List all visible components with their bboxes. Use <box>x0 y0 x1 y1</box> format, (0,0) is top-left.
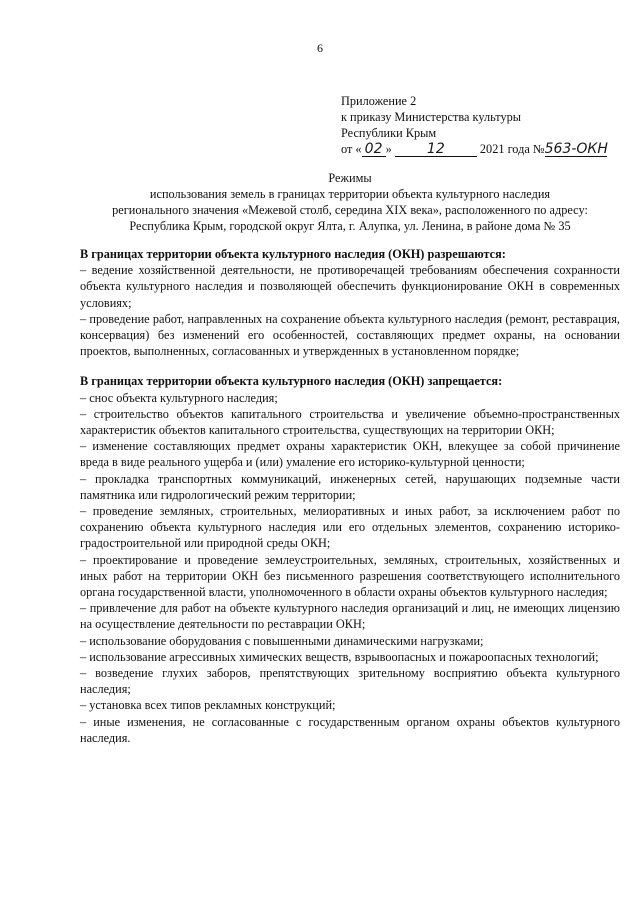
title-line-2: регионального значения «Межевой столб, середина XIX века», расположенного по адресу: <box>112 203 588 217</box>
document-title <box>80 170 620 234</box>
appendix-header <box>341 93 631 157</box>
forbidden-item: – возведение глухих заборов, препятствующих зрительному восприятию объекта культурного наследия; <box>80 666 620 697</box>
forbidden-item: – прокладка транспортных коммуникаций, инженерных сетей, нарушающих подземные части памятника или гидрологический режим территории; <box>80 471 620 502</box>
forbidden-item: – использование агрессивных химических веществ, взрывоопасных и пожароопасных технологий; <box>80 649 599 664</box>
appendix-order-ref: к приказу Министерства культуры <box>341 110 522 124</box>
date-day: 02 <box>362 142 386 157</box>
document-body <box>80 246 620 746</box>
forbidden-item: – снос объекта культурного наследия; <box>80 390 278 405</box>
title-heading: Режимы <box>328 171 372 185</box>
date-month: 12 <box>395 142 477 157</box>
appendix-title: Приложение 2 <box>341 94 417 108</box>
date-prefix: от « <box>341 142 362 156</box>
allowed-heading: В границах территории объекта культурного наследия (ОКН) разрешаются: <box>80 247 506 261</box>
forbidden-section <box>80 373 620 746</box>
allowed-item: – ведение хозяйственной деятельности, не противоречащей требованиям обеспечения сохранности объекта культурного наследия и позволяющей обеспечить функционирование ОКН в современных условиях; <box>80 263 620 310</box>
page-number: 6 <box>317 41 323 55</box>
date-mid: » <box>385 142 392 156</box>
title-line-3: Республика Крым, городской округ Ялта, г. Алупка, ул. Ленина, в районе дома № 35 <box>129 219 571 233</box>
forbidden-item: – проведение земляных, строительных, мелиоративных и иных работ, за исключением работ по сохранению объекта культурного наследия или его отдельных элементов, сохранению историко-градостроительной или природной среды ОКН; <box>80 504 620 551</box>
allowed-item: – проведение работ, направленных на сохранение объекта культурного наследия (ремонт, реставрация, консервация) без изменений его особенностей, составляющих предмет охраны, на основании проектов, выполненных, согласованных и утвержденных в установленном порядке; <box>80 311 620 359</box>
allowed-section <box>80 246 620 359</box>
forbidden-item: – использование оборудования с повышенными динамическими нагрузками; <box>80 633 484 648</box>
forbidden-item: – установка всех типов рекламных конструкций; <box>80 698 336 713</box>
date-year: 2021 года № <box>479 142 545 156</box>
order-number: 563-ОКН <box>544 141 608 157</box>
title-line-1: использования земель в границах территории объекта культурного наследия <box>149 187 551 201</box>
forbidden-item: – привлечение для работ на объекте культурного наследия организаций и лиц, не имеющих лицензию на осуществление деятельности по реставрации ОКН; <box>80 601 620 632</box>
appendix-date-line <box>341 141 631 157</box>
forbidden-heading: В границах территории объекта культурного наследия (ОКН) запрещается: <box>80 374 503 389</box>
appendix-region: Республики Крым <box>341 126 437 140</box>
forbidden-item: – иные изменения, не согласованные с государственным органом охраны объектов культурного наследия. <box>80 714 620 745</box>
forbidden-item: – изменение составляющих предмет охраны характеристик ОКН, влекущее за собой причинение вреда в виде реального ущерба и (или) умаление его историко-культурной ценности; <box>80 439 620 470</box>
forbidden-item: – проектирование и проведение землеустроительных, земляных, строительных, хозяйственных и иных работ на территории ОКН без письменного разрешения соответствующего исполнительного органа государственной власти, уполномоченного в области охраны объектов культурного наследия; <box>80 552 620 600</box>
forbidden-item: – строительство объектов капитального строительства и увеличение объемно-пространственных характеристик объектов капитального строительства, существующих на территории ОКН; <box>80 406 620 438</box>
